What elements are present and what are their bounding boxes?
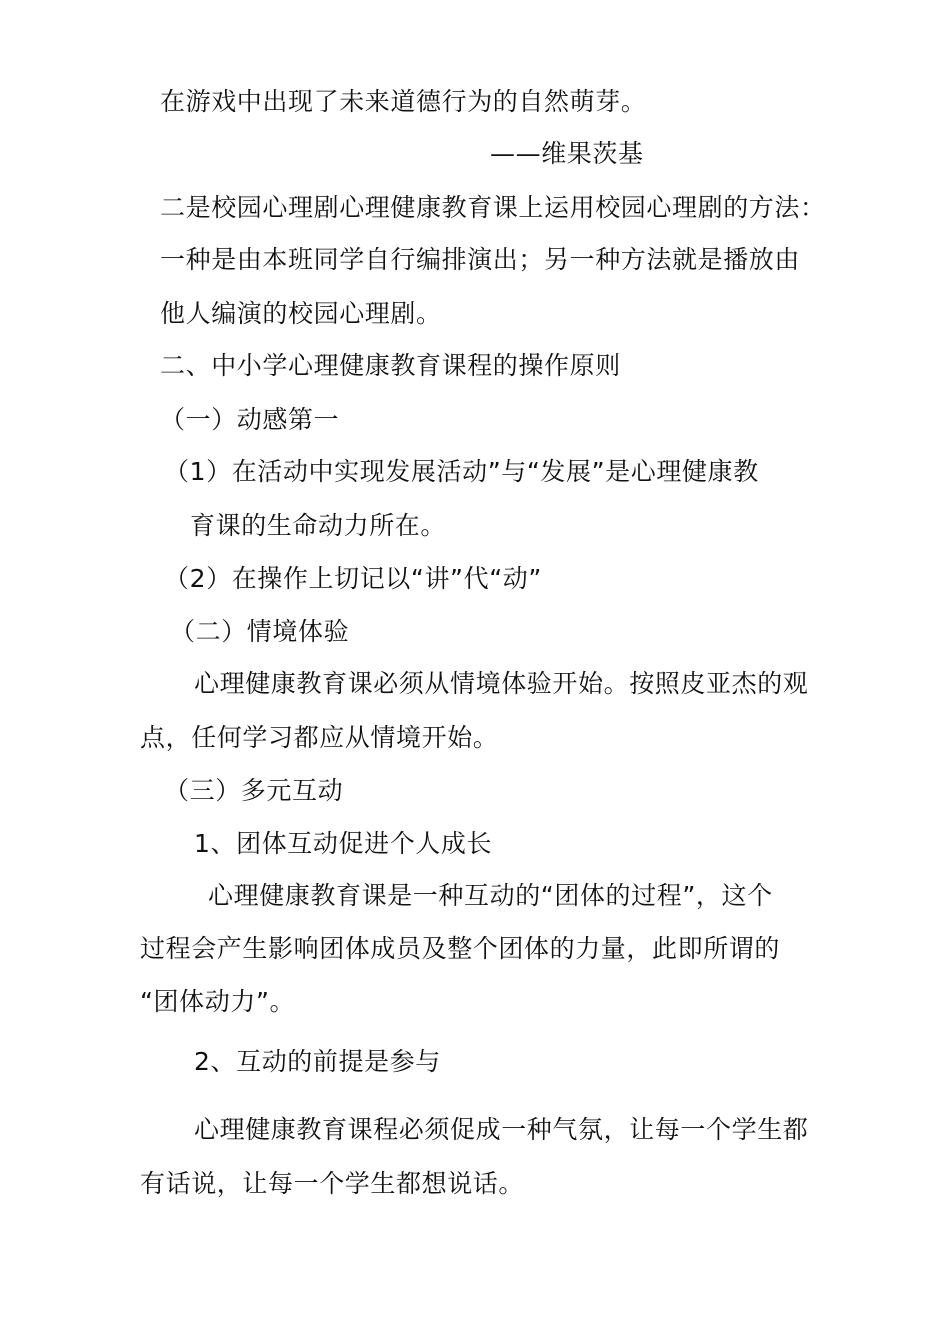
subsection-heading: （二）情境体验 [170,617,350,646]
paragraph-line: 一种是由本班同学自行编排演出；另一种方法就是播放由 [160,245,801,274]
item-heading: 1、团体互动促进个人成长 [194,829,493,858]
subsection-heading: （三）多元互动 [164,776,344,805]
paragraph-line: 在游戏中出现了未来道德行为的自然萌芽。 [160,87,647,116]
paragraph-line: 过程会产生影响团体成员及整个团体的力量，此即所谓的 [140,934,781,963]
paragraph-line: “团体动力”。 [140,987,296,1016]
subsection-heading: （一）动感第一 [160,405,340,434]
paragraph-line: 心理健康教育课是一种互动的“团体的过程”，这个 [208,881,773,910]
numbered-item: （1）在活动中实现发展活动”与“发展”是心理健康教 [164,457,759,486]
paragraph-line: 他人编演的校园心理剧。 [160,299,442,328]
quote-attribution: ——维果茨基 [490,139,644,168]
paragraph-line: 点，任何学习都应从情境开始。 [140,723,499,752]
item-heading: 2、互动的前提是参与 [194,1047,441,1076]
paragraph-line: 心理健康教育课必须从情境体验开始。按照皮亚杰的观 [194,669,809,698]
section-heading: 二、中小学心理健康教育课程的操作原则 [160,351,621,380]
paragraph-line: 育课的生命动力所在。 [190,511,447,540]
paragraph-line: 有话说，让每一个学生都想说话。 [140,1169,525,1198]
paragraph-line: 心理健康教育课程必须促成一种气氛，让每一个学生都 [194,1115,809,1144]
paragraph-line: 二是校园心理剧心理健康教育课上运用校园心理剧的方法： [160,193,826,222]
numbered-item: （2）在操作上切记以“讲”代“动” [164,564,542,593]
